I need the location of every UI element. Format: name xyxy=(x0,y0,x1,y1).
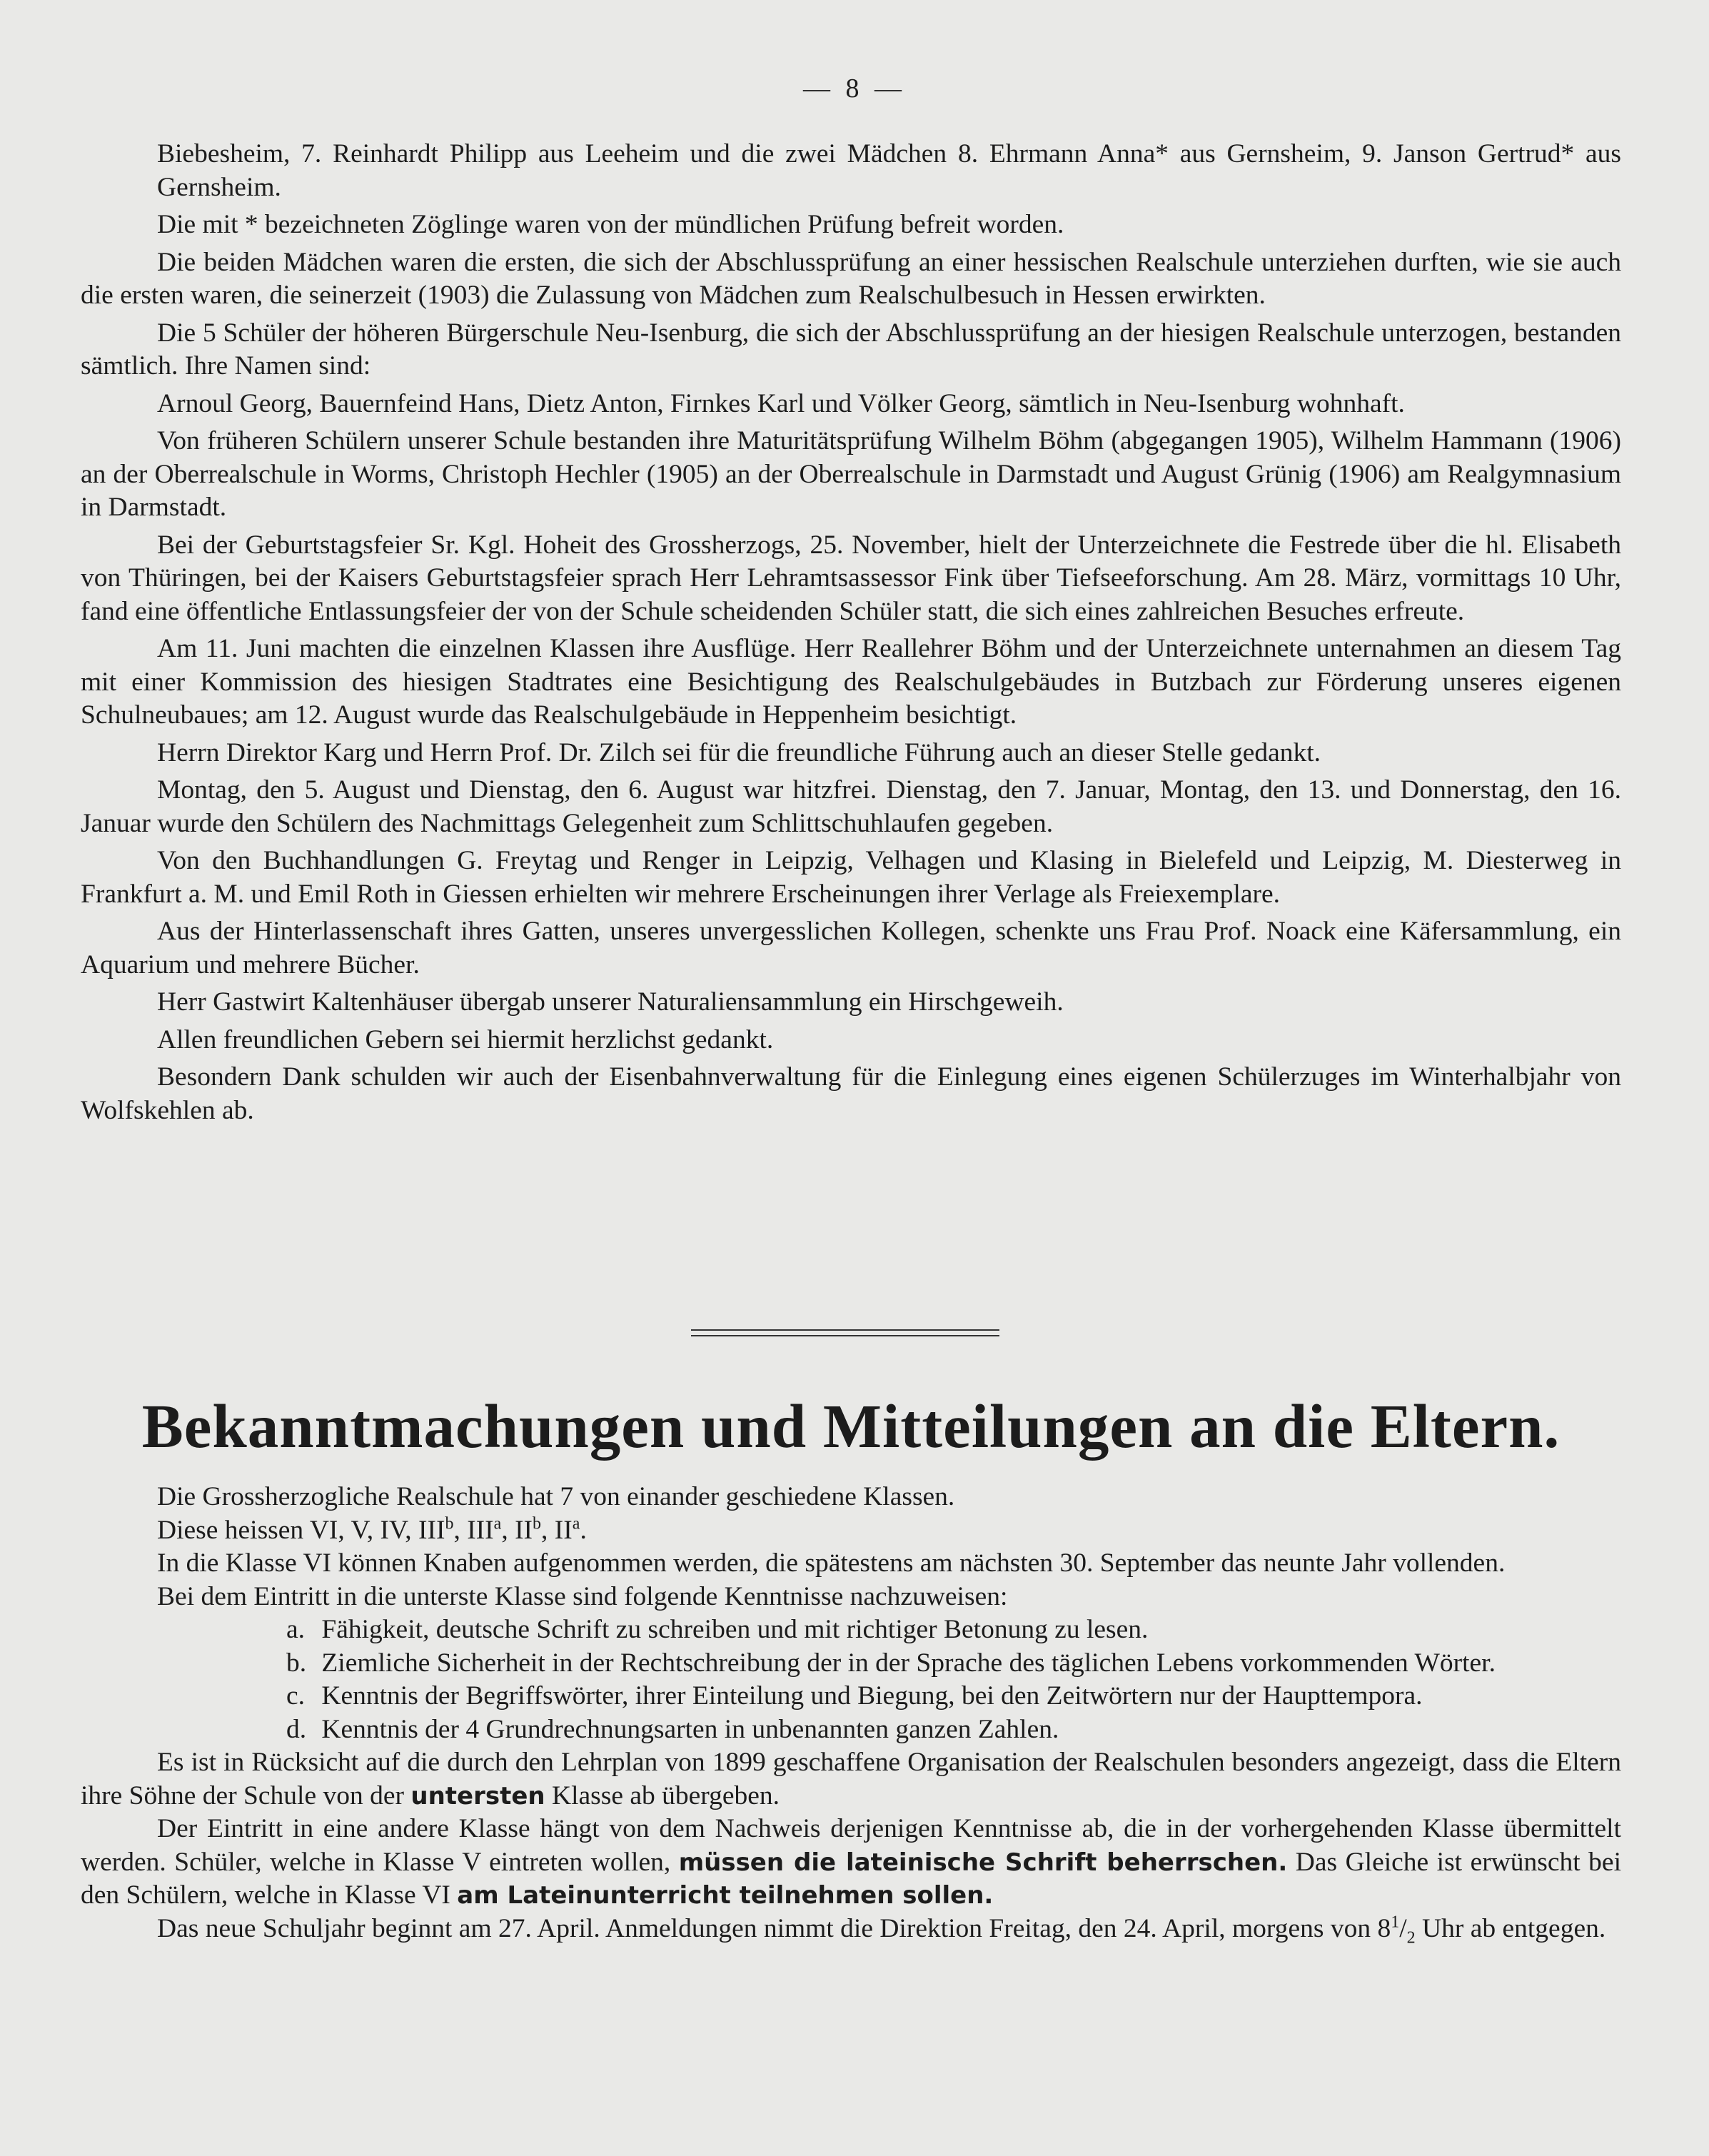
paragraph: Das neue Schuljahr beginnt am 27. April. Anmeldungen nimmt die Direktion Freitag, den 24. April, morgens von $8^1/_2$ Uhr ab entgegen. xyxy=(157,1913,1606,1947)
paragraph: Die mit * bezeichneten Zöglinge waren von der mündlichen Prüfung befreit worden. xyxy=(157,210,1064,239)
paragraph: Besondern Dank schulden wir auch der Eisenbahnverwaltung für die Einlegung eines eigenen Schülerzuges im Winterhalbjahr von Wolfskehlen ab. xyxy=(81,1062,1621,1125)
page-number: — 8 — xyxy=(803,74,906,104)
paragraph: Aus der Hinterlassenschaft ihres Gatten, unseres unvergesslichen Kollegen, schenkte uns Frau Prof. Noack eine Käfersammlung, ein Aquarium und mehrere Bücher. xyxy=(81,917,1621,979)
paragraph: Die 5 Schüler der höheren Bürgerschule Neu-Isenburg, die sich der Abschlussprüfung an der hiesigen Realschule unterzogen, bestanden sämtlich. Ihre Namen sind: xyxy=(81,318,1621,381)
text: Klasse ab übergeben. xyxy=(552,1780,780,1810)
class-names-paragraph xyxy=(81,1514,1621,1548)
paragraph: Herr Gastwirt Kaltenhäuser übergab unserer Naturaliensammlung ein Hirschgeweih. xyxy=(157,987,1064,1017)
bottom-text-block xyxy=(81,1481,1621,1945)
text: , II xyxy=(541,1515,573,1545)
list-text: Kenntnis der 4 Grundrechnungsarten in unbenannten ganzen Zahlen. xyxy=(321,1714,1059,1744)
paragraph: Biebesheim, 7. Reinhardt Philipp aus Leeheim und die zwei Mädchen 8. Ehrmann Anna* aus Gernsheim, 9. Janson Gertrud* aus Gernsheim. xyxy=(157,139,1621,202)
text: Es ist in Rücksicht auf die durch den Lehrplan von 1899 geschaffene Organisation der Realschulen besonders angezeigt, dass die Eltern ihre Söhne der Schule von der xyxy=(81,1748,1621,1810)
paragraph: Herrn Direktor Karg und Herrn Prof. Dr. Zilch sei für die freundliche Führung auch an dieser Stelle gedankt. xyxy=(157,737,1321,767)
paragraph: Montag, den 5. August und Dienstag, den 6. August war hitzfrei. Dienstag, den 7. Januar, Montag, den 13. und Donnerstag, den 16. Januar wurde den Schülern des Nachmittags Gelegenheit zum Schlittschuhlaufen gegeben. xyxy=(81,775,1621,838)
paragraph: In die Klasse VI können Knaben aufgenommen werden, die spätestens am nächsten 30. September das neunte Jahr vollenden. xyxy=(157,1548,1506,1578)
fraction-denominator: 2 xyxy=(1406,1928,1416,1947)
superscript: b xyxy=(533,1514,542,1533)
superscript: b xyxy=(445,1514,454,1533)
top-text-block xyxy=(81,138,1621,1127)
paragraph xyxy=(81,1746,1621,1813)
list-label: d. xyxy=(286,1714,307,1744)
text: , III xyxy=(453,1515,494,1545)
paragraph: Allen freundlichen Gebern sei hiermit herzlichst gedankt. xyxy=(157,1024,774,1054)
fraction-numerator: 1 xyxy=(1391,1913,1400,1931)
paragraph: Die beiden Mädchen waren die ersten, die sich der Abschlussprüfung an einer hessischen Realschule unterziehen durften, wie sie auch die ersten waren, die seinerzeit (1903) die Zulassung von Mädchen zum Realschulbesuch in Hessen erwirkten. xyxy=(81,247,1621,310)
text: Das neue Schuljahr beginnt am 27. April. Anmeldungen nimmt die Direktion Freitag, den 24. April, morgens von 8 xyxy=(157,1913,1391,1943)
text: , II xyxy=(501,1515,533,1545)
paragraph: Am 11. Juni machten die einzelnen Klassen ihre Ausflüge. Herr Reallehrer Böhm und der Unterzeichnete unternahmen an diesem Tag mit einer Kommission des hiesigen Stadtrates eine Besichtigung des Realschulgebäudes in Butzbach zur Förderung unseres eigenen Schulneubaues; am 12. August wurde das Realschulgebäude in Heppenheim besichtigt. xyxy=(81,634,1621,730)
list-text: Kenntnis der Begriffswörter, ihrer Einteilung und Biegung, bei den Zeitwörtern nur der Haupttempora. xyxy=(321,1681,1423,1711)
list-label: b. xyxy=(286,1648,307,1678)
text: . xyxy=(580,1515,587,1545)
bold-text: untersten xyxy=(410,1781,545,1810)
requirements-list xyxy=(81,1613,1621,1746)
bold-text: müssen die lateinische Schrift beherrschen. xyxy=(678,1848,1288,1877)
section-heading: Bekanntmachungen und Mitteilungen an die Eltern. xyxy=(141,1391,1561,1461)
list-item xyxy=(81,1647,1621,1681)
text: Diese heissen VI, V, IV, III xyxy=(157,1515,445,1545)
superscript: a xyxy=(572,1514,580,1533)
list-text: Ziemliche Sicherheit in der Rechtschreibung der in der Sprache des täglichen Lebens vorkommenden Wörter. xyxy=(321,1648,1496,1678)
superscript: a xyxy=(493,1514,502,1533)
list-item xyxy=(81,1680,1621,1713)
paragraph: Bei dem Eintritt in die unterste Klasse sind folgende Kenntnisse nachzuweisen: xyxy=(157,1581,1008,1611)
paragraph: Die Grossherzogliche Realschule hat 7 von einander geschiedene Klassen. xyxy=(157,1482,955,1511)
paragraph xyxy=(81,1813,1621,1913)
paragraph: Von den Buchhandlungen G. Freytag und Renger in Leipzig, Velhagen und Klasing in Bielefeld und Leipzig, M. Diesterweg in Frankfurt a. M. und Emil Roth in Giessen erhielten wir mehrere Erscheinungen ihrer Verlage als Freiexemplare. xyxy=(81,846,1621,909)
list-label: c. xyxy=(286,1681,306,1711)
text: Der Eintritt in eine andere Klasse hängt von dem Nachweis derjenigen Kenntnisse ab, die in der vorhergehenden Klasse übermittelt werden. Schüler, welche in Klasse V eintreten wollen, xyxy=(81,1814,1621,1877)
text: Das Gleiche ist erwünscht bei den Schülern, welche in Klasse VI xyxy=(81,1847,1621,1910)
paragraph: Von früheren Schülern unserer Schule bestanden ihre Maturitätsprüfung Wilhelm Böhm (abgegangen 1905), Wilhelm Hammann (1906) an der Oberrealschule in Worms, Christoph Hechler (1905) an der Oberrealschule in Darmstadt und August Grünig (1906) am Realgymnasium in Darmstadt. xyxy=(81,426,1621,522)
name-list-paragraph: Arnoul Georg, Bauernfeind Hans, Dietz Anton, Firnkes Karl und Völker Georg, sämtlich in Neu-Isenburg wohnhaft. xyxy=(157,388,1405,418)
bold-text: am Lateinunterricht teilnehmen sollen. xyxy=(457,1881,994,1910)
text: Uhr ab entgegen. xyxy=(1422,1913,1606,1943)
list-text: Fähigkeit, deutsche Schrift zu schreiben und mit richtiger Betonung zu lesen. xyxy=(321,1615,1149,1644)
list-item xyxy=(81,1713,1621,1747)
paragraph: Bei der Geburtstagsfeier Sr. Kgl. Hoheit des Grossherzogs, 25. November, hielt der Unterzeichnete die Festrede über die hl. Elisabeth von Thüringen, bei der Kaisers Geburtstagsfeier sprach Herr Lehramtsassessor Fink über Tiefseeforschung. Am 28. März, vormittags 10 Uhr, fand eine öffentliche Entlassungsfeier der von der Schule scheidenden Schüler statt, die sich eines zahlreichen Besuches erfreute. xyxy=(81,530,1621,626)
list-label: a. xyxy=(286,1615,306,1644)
list-item xyxy=(81,1613,1621,1647)
section-divider xyxy=(691,1329,999,1336)
